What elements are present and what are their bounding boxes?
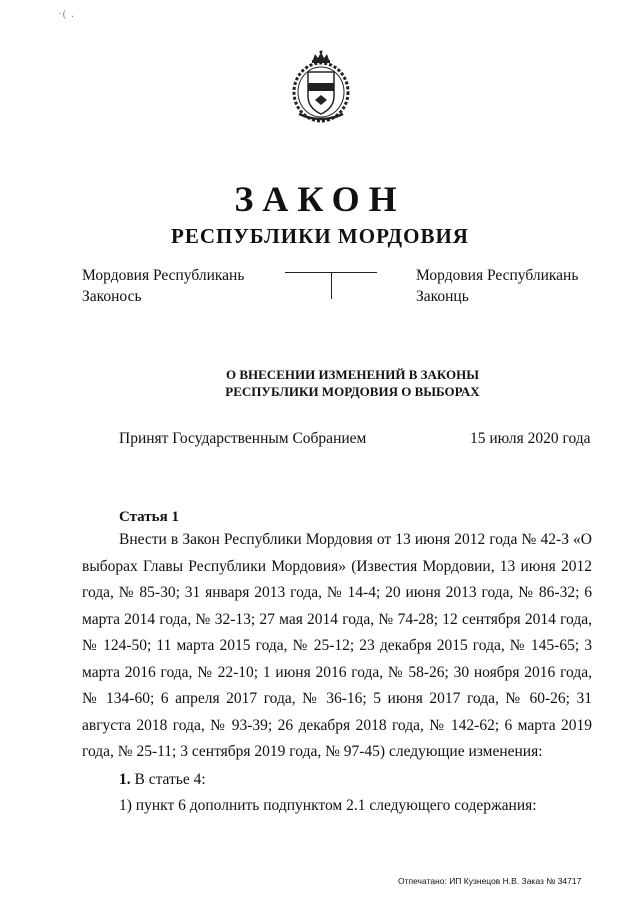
erzya-header <box>82 265 244 307</box>
erzya-header-line2: Законось <box>82 288 142 305</box>
law-name <box>0 366 640 400</box>
article-paragraph: Внести в Закон Республики Мордовия от 13 июня 2012 года № 42-З «О выборах Главы Республики Мордовия» (Известия Мордовии, 13 июня 2012 года, № 85-30; 31 января 2013 года, № 14-4; 20 июня 2013 года, № 86-32; 6 марта 2014 года, № 32-13; 27 мая 2014 года, № 74-28; 12 сентября 2014 года, № 124-50; 11 марта 2015 года, № 25-12; 23 декабря 2015 года, № 145-65; 3 марта 2016 года, № 22-10; 1 июня 2016 года, № 58-26; 30 ноября 2016 года, № 134-60; 6 апреля 2017 года, № 36-16; 5 июня 2017 года, № 60-26; 31 августа 2018 года, № 93-39; 26 декабря 2018 года, № 142-62; 6 марта 2019 года, № 25-11; 3 сентября 2019 года, № 97-45) следующие изменения: <box>82 531 592 760</box>
document-subtitle: РЕСПУБЛИКИ МОРДОВИЯ <box>171 224 469 248</box>
moksha-header-line1: Мордовия Республикань <box>416 267 579 284</box>
list-item-1 <box>119 771 206 789</box>
corner-mark: ·( . <box>58 8 75 20</box>
list-item-1-text: В статье 4: <box>130 771 206 788</box>
moksha-header <box>416 265 578 307</box>
moksha-header-line2: Законць <box>416 288 469 305</box>
coat-of-arms-icon <box>291 50 351 124</box>
article-title: Статья 1 <box>119 509 179 525</box>
print-footer: Отпечатано: ИП Кузнецов Н.В. Заказ № 34717 <box>398 876 582 886</box>
list-item-1-number: 1. <box>119 771 131 788</box>
adopted-by: Принят Государственным Собранием <box>119 430 367 447</box>
erzya-header-line1: Мордовия Республикань <box>82 267 245 284</box>
list-item-2: 1) пункт 6 дополнить подпунктом 2.1 следующего содержания: <box>119 797 537 814</box>
document-title: ЗАКОН <box>234 179 406 219</box>
law-name-line1: О ВНЕСЕНИИ ИЗМЕНЕНИЙ В ЗАКОНЫ <box>225 367 479 382</box>
adopted-date: 15 июля 2020 года <box>470 430 591 447</box>
number-line-vertical <box>331 272 332 299</box>
law-name-line2: РЕСПУБЛИКИ МОРДОВИЯ О ВЫБОРАХ <box>225 384 480 399</box>
